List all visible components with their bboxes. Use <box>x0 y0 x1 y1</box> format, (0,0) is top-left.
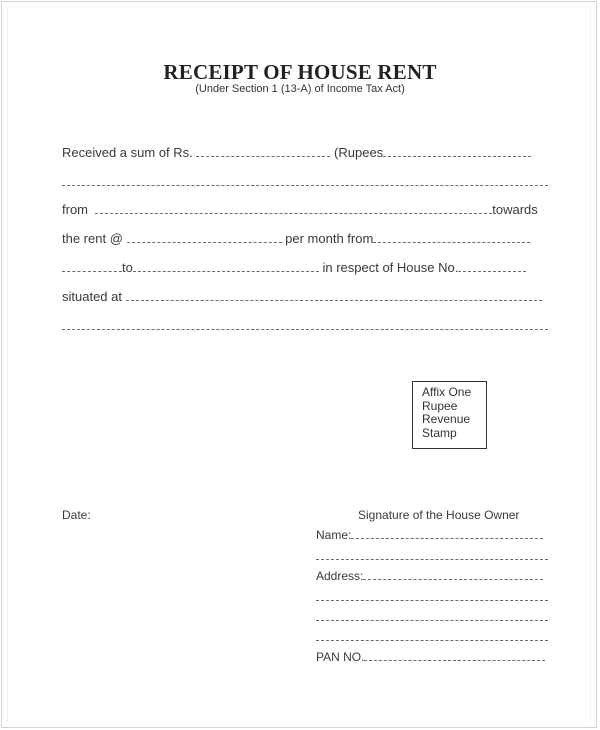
period-house-line <box>62 260 526 276</box>
document-subtitle: (Under Section 1 (13-A) of Income Tax Act) <box>195 83 405 95</box>
owner-address-line-4 <box>316 629 548 645</box>
pan-line <box>316 649 545 665</box>
stamp-text-line: Revenue <box>422 412 471 426</box>
received-sum-line <box>62 145 531 161</box>
rupees-words-continuation-line <box>62 174 548 190</box>
per-month-from-label: per month from <box>285 231 374 246</box>
pan-field[interactable] <box>364 649 545 661</box>
owner-address-field-3[interactable] <box>316 609 548 621</box>
stamp-text-line: Rupee <box>422 398 458 413</box>
to-label: to <box>122 260 133 275</box>
situated-at-line <box>62 289 542 305</box>
owner-address-line-3 <box>316 609 548 625</box>
towards-label: towards <box>492 202 538 217</box>
document-title: RECEIPT OF HOUSE RENT <box>163 60 437 84</box>
house-no-label: in respect of House No. <box>322 260 459 275</box>
owner-address-line <box>316 568 543 584</box>
received-sum-label: Received a sum of Rs. <box>62 145 193 160</box>
owner-address-field-4[interactable] <box>316 629 548 641</box>
rupees-label: (Rupees <box>334 145 384 160</box>
rent-per-month-field[interactable] <box>127 231 282 243</box>
owner-address-label: Address: <box>316 569 364 583</box>
owner-address-field[interactable] <box>363 568 543 580</box>
house-address-continuation-field[interactable] <box>62 318 548 330</box>
period-from-field[interactable] <box>373 231 530 243</box>
owner-name-label: Name: <box>316 528 352 542</box>
owner-name-line <box>316 527 543 543</box>
tenant-name-field[interactable] <box>95 202 492 214</box>
amount-rs-field[interactable] <box>196 145 330 157</box>
rent-rate-line <box>62 231 530 247</box>
revenue-stamp-box <box>412 381 487 449</box>
period-to-field[interactable] <box>133 260 319 272</box>
amount-rupees-words-field[interactable] <box>383 145 531 157</box>
date-label: Date: <box>62 508 91 522</box>
stamp-text-line: Stamp <box>422 425 457 440</box>
owner-name-field[interactable] <box>351 527 543 539</box>
stamp-text-line: Affix One <box>422 385 472 399</box>
rent-at-label: the rent @ <box>62 231 123 246</box>
house-no-field[interactable] <box>458 260 526 272</box>
situated-at-label: situated at <box>62 289 122 304</box>
owner-address-field-2[interactable] <box>316 589 548 601</box>
from-label: from <box>62 202 88 217</box>
amount-words-continuation-field[interactable] <box>62 174 548 186</box>
house-address-field[interactable] <box>126 289 542 301</box>
period-start-field[interactable] <box>62 260 122 272</box>
signature-label: Signature of the House Owner <box>358 508 520 522</box>
owner-name-continuation-line <box>316 548 548 564</box>
pan-label: PAN NO. <box>316 650 365 664</box>
owner-name-continuation-field[interactable] <box>316 548 548 560</box>
owner-address-line-2 <box>316 589 548 605</box>
address-continuation-line <box>62 318 548 334</box>
from-line <box>62 202 538 218</box>
